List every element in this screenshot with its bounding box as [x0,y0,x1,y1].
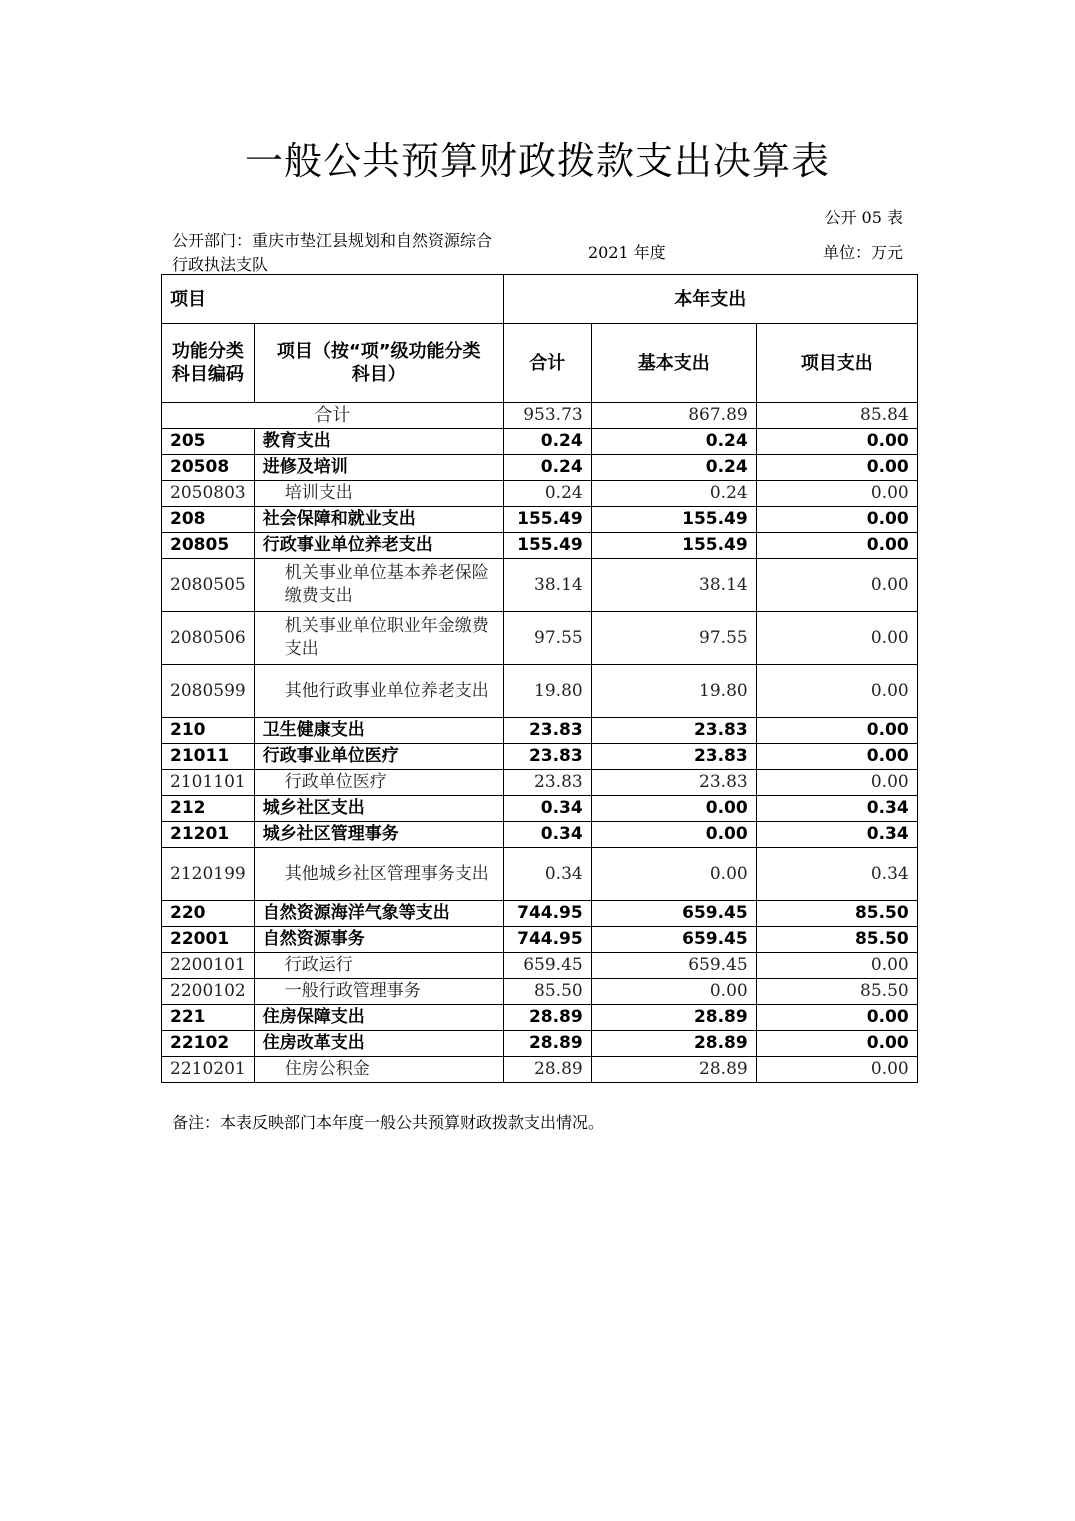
row-code: 2080506 [162,612,255,665]
row-project: 0.00 [756,770,917,796]
row-code: 2050803 [162,481,255,507]
row-code: 2120199 [162,848,255,901]
row-basic: 28.89 [591,1057,756,1083]
row-total: 0.24 [503,429,591,455]
row-project: 0.00 [756,665,917,718]
total-basic: 867.89 [591,403,756,429]
row-project: 0.00 [756,744,917,770]
row-code: 2210201 [162,1057,255,1083]
row-basic: 23.83 [591,744,756,770]
row-basic: 0.00 [591,796,756,822]
footnote: 备注：本表反映部门本年度一般公共预算财政拨款支出情况。 [172,1113,605,1132]
row-code: 21201 [162,822,255,848]
header-code: 功能分类科目编码 [162,324,255,403]
row-project: 0.00 [756,612,917,665]
table-row [162,744,918,770]
total-sum: 953.73 [503,403,591,429]
row-basic: 0.24 [591,481,756,507]
row-name: 机关事业单位基本养老保险缴费支出 [254,559,503,612]
table-row [162,796,918,822]
row-basic: 0.24 [591,455,756,481]
row-basic: 0.00 [591,979,756,1005]
row-basic: 155.49 [591,507,756,533]
row-name: 培训支出 [254,481,503,507]
total-row [162,403,918,429]
table-row [162,848,918,901]
row-project: 0.00 [756,1057,917,1083]
table-row [162,429,918,455]
row-code: 22102 [162,1031,255,1057]
row-basic: 28.89 [591,1031,756,1057]
row-name: 城乡社区支出 [254,796,503,822]
header-total: 合计 [503,324,591,403]
table-row [162,901,918,927]
row-basic: 659.45 [591,927,756,953]
row-name: 机关事业单位职业年金缴费支出 [254,612,503,665]
row-name: 卫生健康支出 [254,718,503,744]
table-row [162,507,918,533]
row-code: 21011 [162,744,255,770]
row-total: 155.49 [503,507,591,533]
table-row [162,770,918,796]
row-basic: 23.83 [591,718,756,744]
row-code: 2200101 [162,953,255,979]
table-row [162,718,918,744]
header-basic: 基本支出 [591,324,756,403]
row-project: 0.00 [756,481,917,507]
header-project: 项目支出 [756,324,917,403]
fiscal-year: 2021 年度 [588,243,666,262]
row-code: 2080599 [162,665,255,718]
row-name: 其他行政事业单位养老支出 [254,665,503,718]
total-label: 合计 [162,403,504,429]
row-basic: 155.49 [591,533,756,559]
row-project: 0.00 [756,507,917,533]
table-row [162,822,918,848]
row-code: 210 [162,718,255,744]
table-row [162,665,918,718]
row-name: 自然资源海洋气象等支出 [254,901,503,927]
expenditure-table [161,274,918,1083]
header-name: 项目（按“项”级功能分类科目） [254,324,503,403]
row-code: 208 [162,507,255,533]
row-code: 2200102 [162,979,255,1005]
row-total: 155.49 [503,533,591,559]
row-total: 28.89 [503,1057,591,1083]
table-row [162,559,918,612]
row-name: 进修及培训 [254,455,503,481]
row-code: 22001 [162,927,255,953]
row-total: 97.55 [503,612,591,665]
row-project: 0.34 [756,796,917,822]
row-project: 85.50 [756,901,917,927]
row-total: 0.34 [503,822,591,848]
table-row [162,455,918,481]
row-name: 自然资源事务 [254,927,503,953]
row-total: 28.89 [503,1031,591,1057]
row-code: 20805 [162,533,255,559]
row-project: 0.00 [756,559,917,612]
row-total: 0.24 [503,455,591,481]
row-name: 一般行政管理事务 [254,979,503,1005]
row-total: 659.45 [503,953,591,979]
row-name: 城乡社区管理事务 [254,822,503,848]
row-code: 20508 [162,455,255,481]
row-name: 行政事业单位医疗 [254,744,503,770]
row-basic: 659.45 [591,953,756,979]
table-row [162,1005,918,1031]
row-name: 教育支出 [254,429,503,455]
row-project: 0.34 [756,848,917,901]
row-total: 0.34 [503,848,591,901]
table-row [162,979,918,1005]
row-basic: 28.89 [591,1005,756,1031]
table-row [162,953,918,979]
row-total: 28.89 [503,1005,591,1031]
form-number: 公开 05 表 [824,208,903,227]
header-row-top [162,275,918,324]
row-total: 85.50 [503,979,591,1005]
row-code: 221 [162,1005,255,1031]
row-code: 220 [162,901,255,927]
row-project: 0.00 [756,1031,917,1057]
row-project: 0.00 [756,429,917,455]
row-total: 0.34 [503,796,591,822]
table-row [162,533,918,559]
currency-unit: 单位：万元 [822,243,903,262]
department-label: 公开部门：重庆市垫江县规划和自然资源综合行政执法支队 [172,231,493,274]
row-basic: 0.00 [591,848,756,901]
row-total: 0.24 [503,481,591,507]
row-name: 住房保障支出 [254,1005,503,1031]
header-row-bottom [162,324,918,403]
row-project: 0.00 [756,1005,917,1031]
table-row [162,1057,918,1083]
total-project: 85.84 [756,403,917,429]
row-name: 社会保障和就业支出 [254,507,503,533]
row-code: 212 [162,796,255,822]
row-name: 住房改革支出 [254,1031,503,1057]
row-basic: 23.83 [591,770,756,796]
row-total: 23.83 [503,744,591,770]
table-row [162,927,918,953]
row-code: 205 [162,429,255,455]
row-project: 0.00 [756,533,917,559]
table-row [162,1031,918,1057]
row-project: 0.00 [756,455,917,481]
row-total: 19.80 [503,665,591,718]
row-total: 744.95 [503,927,591,953]
row-name: 住房公积金 [254,1057,503,1083]
row-total: 23.83 [503,718,591,744]
row-total: 38.14 [503,559,591,612]
header-item: 项目 [162,275,504,324]
row-code: 2080505 [162,559,255,612]
page-title: 一般公共预算财政拨款支出决算表 [244,139,830,183]
row-basic: 97.55 [591,612,756,665]
row-basic: 0.00 [591,822,756,848]
row-total: 744.95 [503,901,591,927]
row-project: 0.34 [756,822,917,848]
row-project: 0.00 [756,718,917,744]
row-code: 2101101 [162,770,255,796]
table-row [162,612,918,665]
row-name: 其他城乡社区管理事务支出 [254,848,503,901]
row-name: 行政单位医疗 [254,770,503,796]
row-basic: 38.14 [591,559,756,612]
table-row [162,481,918,507]
row-project: 85.50 [756,979,917,1005]
row-basic: 0.24 [591,429,756,455]
row-basic: 659.45 [591,901,756,927]
row-basic: 19.80 [591,665,756,718]
row-name: 行政事业单位养老支出 [254,533,503,559]
header-this-year: 本年支出 [503,275,917,324]
row-name: 行政运行 [254,953,503,979]
row-project: 0.00 [756,953,917,979]
row-total: 23.83 [503,770,591,796]
row-project: 85.50 [756,927,917,953]
